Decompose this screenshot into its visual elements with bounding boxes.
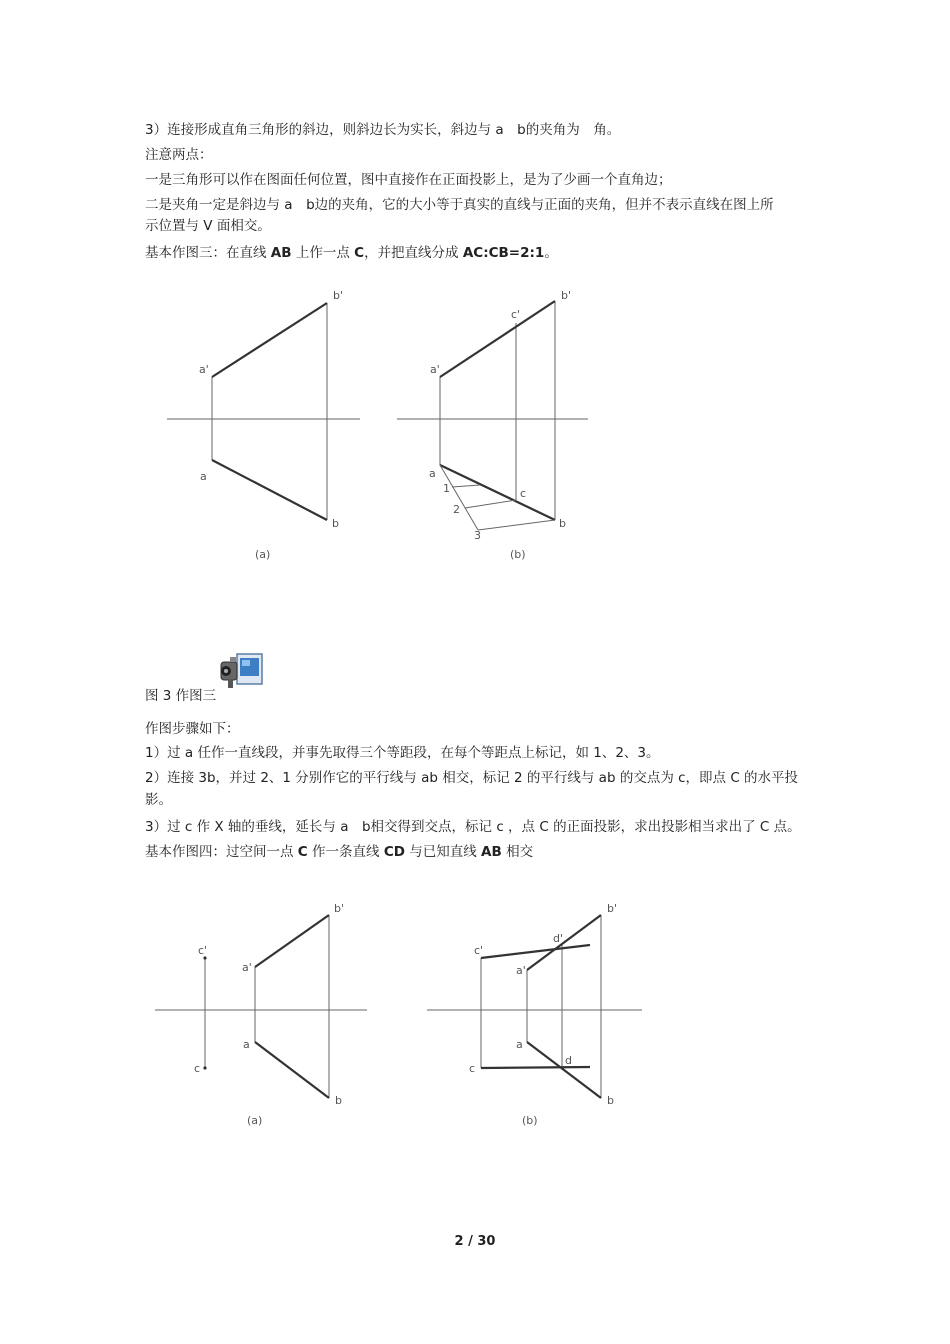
heading-3-end: 。 bbox=[544, 245, 558, 261]
fig4a-label-c: c bbox=[194, 1062, 201, 1075]
fig4b-label-b: b bbox=[607, 1094, 614, 1107]
fig3b-label-a: a bbox=[429, 467, 436, 480]
steps-title: 作图步骤如下： bbox=[145, 721, 240, 737]
fig3b-label-2: 2 bbox=[453, 503, 460, 516]
fig3b-line-3b bbox=[478, 520, 555, 530]
fig4b-front-line-cd bbox=[481, 945, 590, 958]
fig3a-top-line bbox=[212, 460, 327, 520]
figure-3-caption: 图 3 作图三 bbox=[145, 688, 217, 704]
fig4b-label-a: a bbox=[516, 1038, 523, 1051]
fig3a-caption: (a) bbox=[255, 548, 271, 561]
fig3b-parallel-2 bbox=[465, 500, 516, 508]
fig4a-label-b1: b' bbox=[334, 902, 345, 915]
heading-4-mid2: 与已知直线 bbox=[404, 844, 482, 860]
heading-3-mid: 上作一点 bbox=[291, 245, 355, 261]
heading-3-c: C bbox=[354, 245, 365, 261]
fig3a-front-line bbox=[212, 303, 327, 377]
heading-4-cd: CD bbox=[383, 844, 405, 860]
heading-3-ratio: AC:CB=2:1 bbox=[462, 245, 545, 261]
step-3: 3）过 c 作 X 轴的垂线，延长与 a b相交得到交点，标记 c ，点 C 的正面投影，求出投影相当求出了 C 点。 bbox=[145, 819, 801, 835]
fig3b-label-1: 1 bbox=[443, 482, 450, 495]
fig4b-label-c: c bbox=[469, 1062, 476, 1075]
fig4b-top-line-cd bbox=[481, 1067, 590, 1068]
step-2b: 影。 bbox=[145, 792, 172, 808]
fig3a-label-a: a bbox=[200, 470, 207, 483]
fig4a-label-b: b bbox=[335, 1094, 342, 1107]
text-note-title: 注意两点： bbox=[145, 147, 213, 163]
step-2a: 2）连接 3b，并过 2、1 分别作它的平行线与 ab 相交，标记 2 的平行线与 ab 的交点为 c，即点 C 的水平投 bbox=[145, 770, 799, 786]
fig4b-caption: (b) bbox=[522, 1114, 538, 1127]
heading-construction-3 bbox=[145, 243, 810, 264]
heading-4-c: C bbox=[297, 844, 308, 860]
fig4b-label-d1: d' bbox=[553, 932, 564, 945]
fig3b-label-3: 3 bbox=[474, 529, 481, 542]
text-note-1: 一是三角形可以作在图面任何位置，图中直接作在正面投影上，是为了少画一个直角边； bbox=[145, 172, 672, 188]
text-note-2a: 二是夹角一定是斜边与 a b边的夹角，它的大小等于真实的直线与正面的夹角，但并不表示直线在图上所 bbox=[145, 197, 774, 213]
fig4b-front-line-ab bbox=[527, 915, 601, 970]
figure-3-diagram bbox=[145, 275, 620, 585]
heading-3-prefix: 基本作图三：在直线 bbox=[145, 245, 271, 261]
step-1: 1）过 a 任作一直线段，并事先取得三个等距段，在每个等距点上标记，如 1、2、3。 bbox=[145, 745, 660, 761]
text-step-3-hypotenuse: 3）连接形成直角三角形的斜边，则斜边长为实长，斜边与 a b的夹角为 角。 bbox=[145, 122, 621, 138]
figure-4-diagram bbox=[145, 870, 655, 1145]
fig3b-label-c: c bbox=[520, 487, 527, 500]
fig4a-point-c bbox=[203, 1066, 206, 1069]
fig4a-label-a1: a' bbox=[242, 961, 252, 974]
fig3b-front-line bbox=[440, 301, 555, 377]
fig3b-label-c1: c' bbox=[511, 308, 521, 321]
fig3a-label-b1: b' bbox=[333, 289, 344, 302]
fig3b-label-b: b bbox=[559, 517, 566, 530]
heading-4-ab: AB bbox=[481, 844, 502, 860]
fig4a-front-line bbox=[255, 915, 329, 967]
heading-4-prefix: 基本作图四：过空间一点 bbox=[145, 844, 298, 860]
heading-4-mid: 作一条直线 bbox=[307, 844, 384, 860]
fig3b-parallel-1 bbox=[452, 485, 480, 487]
heading-3-ab: AB bbox=[270, 245, 292, 261]
heading-4-end: 相交 bbox=[501, 844, 534, 860]
fig4b-label-a1: a' bbox=[516, 964, 526, 977]
fig3b-label-a1: a' bbox=[430, 363, 440, 376]
fig4b-label-d: d bbox=[565, 1054, 572, 1067]
text-note-2b: 示位置与 V 面相交。 bbox=[145, 218, 271, 234]
fig4b-top-line-ab bbox=[527, 1042, 601, 1098]
fig4b-label-b1: b' bbox=[607, 902, 618, 915]
fig3b-caption: (b) bbox=[510, 548, 526, 561]
fig4a-label-c1: c' bbox=[198, 944, 208, 957]
fig3a-label-a1: a' bbox=[199, 363, 209, 376]
heading-3-mid2: ，并把直线分成 bbox=[364, 245, 463, 261]
fig3a-label-b: b bbox=[332, 517, 339, 530]
fig4b-label-c1: c' bbox=[474, 944, 484, 957]
fig4a-top-line bbox=[255, 1042, 329, 1098]
heading-construction-4 bbox=[145, 842, 810, 863]
fig4a-caption: (a) bbox=[247, 1114, 263, 1127]
fig3b-label-b1: b' bbox=[561, 289, 572, 302]
page-number: 2 / 30 bbox=[454, 1234, 496, 1249]
fig4a-label-a: a bbox=[243, 1038, 250, 1051]
